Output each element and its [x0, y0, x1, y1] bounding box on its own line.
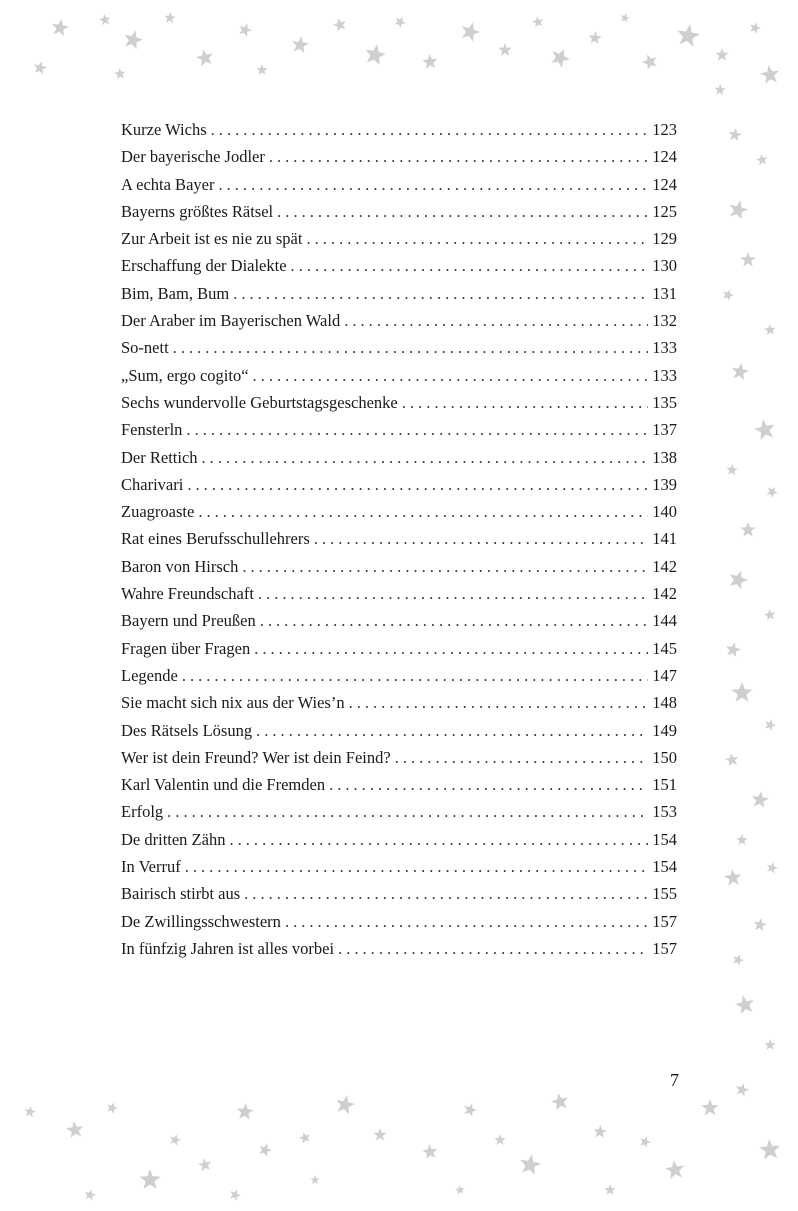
toc-page: 140 — [652, 502, 677, 522]
star-icon — [520, 1154, 541, 1175]
dot-leader — [187, 471, 648, 498]
toc-title: Zuagroaste — [121, 502, 195, 522]
toc-title: Kurze Wichs — [121, 120, 207, 139]
toc-page: 135 — [652, 392, 677, 412]
dot-leader — [277, 198, 648, 225]
toc-title: Sechs wundervolle Geburtstagsgeschenke — [121, 392, 398, 412]
toc-entry — [121, 908, 677, 935]
toc-title: Der Araber im Bayerischen Wald — [121, 311, 341, 331]
star-icon — [532, 16, 543, 27]
star-icon — [366, 44, 386, 65]
star-icon — [604, 1184, 615, 1195]
toc-entry — [121, 798, 677, 825]
star-icon — [752, 791, 769, 808]
toc-title: Fragen über Fragen — [121, 638, 251, 658]
toc-entry — [121, 662, 677, 689]
toc-entry — [121, 307, 677, 334]
dot-leader — [173, 334, 649, 361]
toc-entry — [121, 389, 677, 416]
star-icon — [740, 522, 755, 537]
star-icon — [642, 55, 657, 70]
star-icon — [764, 324, 775, 335]
table-of-contents — [121, 116, 677, 962]
toc-entry — [121, 853, 677, 880]
dot-leader — [306, 225, 648, 252]
toc-entry — [121, 116, 677, 143]
toc-entry — [121, 252, 677, 279]
dot-leader — [253, 362, 649, 389]
dot-leader — [344, 307, 648, 334]
star-icon — [640, 1136, 651, 1147]
toc-title: So-nett — [121, 338, 169, 358]
toc-title: A echta Bayer — [121, 174, 215, 194]
toc-entry — [121, 498, 677, 525]
dot-leader — [233, 280, 648, 307]
star-icon — [736, 834, 747, 845]
dot-leader — [242, 553, 648, 580]
toc-entry — [121, 198, 677, 225]
toc-page: 155 — [652, 884, 677, 904]
toc-page: 131 — [652, 283, 677, 303]
dot-leader — [229, 826, 648, 853]
star-icon — [256, 64, 267, 75]
star-icon — [765, 719, 776, 730]
dot-leader — [395, 744, 649, 771]
dot-leader — [198, 498, 648, 525]
star-icon — [422, 1144, 437, 1159]
toc-page: 125 — [652, 201, 677, 221]
star-icon — [714, 84, 725, 95]
toc-page: 157 — [652, 938, 677, 958]
star-icon — [665, 1160, 684, 1179]
dot-leader — [167, 798, 648, 825]
toc-page: 144 — [652, 611, 677, 631]
toc-page: 133 — [652, 338, 677, 358]
toc-title: In Verruf — [121, 857, 181, 877]
star-icon — [729, 128, 742, 141]
star-icon — [310, 1175, 320, 1184]
star-icon — [196, 49, 213, 66]
toc-page: 124 — [652, 147, 677, 167]
toc-page: 148 — [652, 693, 677, 713]
toc-page: 151 — [652, 775, 677, 795]
dot-leader — [329, 771, 648, 798]
dot-leader — [402, 389, 648, 416]
star-icon — [621, 13, 630, 23]
star-icon — [730, 200, 748, 219]
toc-title: De Zwillingsschwestern — [121, 911, 281, 931]
toc-entry — [121, 717, 677, 744]
star-icon — [494, 1134, 505, 1145]
toc-title: Der bayerische Jodler — [121, 147, 265, 167]
toc-entry — [121, 771, 677, 798]
toc-page: 153 — [652, 802, 677, 822]
toc-page: 150 — [652, 747, 677, 767]
star-icon — [455, 1185, 464, 1194]
star-icon — [292, 36, 309, 53]
dot-leader — [258, 580, 648, 607]
star-icon — [107, 1102, 118, 1113]
toc-page: 147 — [652, 665, 677, 685]
dot-leader — [349, 689, 649, 716]
star-icon — [736, 1083, 749, 1096]
star-icon — [725, 753, 738, 766]
toc-title: Wer ist dein Freund? Wer ist dein Feind? — [121, 747, 391, 767]
toc-title: Erschaffung der Dialekte — [121, 256, 287, 276]
toc-title: Wahre Freundschaft — [121, 584, 254, 604]
star-icon — [34, 61, 47, 74]
star-icon — [754, 918, 767, 931]
star-icon — [732, 682, 753, 702]
star-icon — [498, 43, 511, 56]
toc-page: 132 — [652, 311, 677, 331]
star-icon — [764, 1039, 775, 1050]
star-icon — [594, 1125, 607, 1138]
toc-entry — [121, 471, 677, 498]
toc-entry — [121, 416, 677, 443]
star-icon — [237, 1103, 254, 1120]
star-icon — [99, 14, 110, 25]
toc-entry — [121, 225, 677, 252]
star-icon — [724, 869, 741, 886]
toc-page: 124 — [652, 174, 677, 194]
toc-page: 129 — [652, 229, 677, 249]
toc-title: De dritten Zähn — [121, 829, 226, 849]
toc-entry — [121, 334, 677, 361]
toc-title: Sie macht sich nix aus der Wies’n — [121, 693, 345, 713]
toc-entry — [121, 580, 677, 607]
toc-page: 130 — [652, 256, 677, 276]
dot-leader — [254, 635, 648, 662]
star-icon — [230, 1189, 241, 1200]
toc-page: 138 — [652, 447, 677, 467]
toc-title: Zur Arbeit ist es nie zu spät — [121, 229, 303, 249]
toc-title: Rat eines Berufsschullehrers — [121, 529, 310, 549]
toc-title: In fünfzig Jahren ist alles vorbei — [121, 938, 335, 958]
star-icon — [767, 487, 778, 498]
star-icon — [760, 65, 779, 84]
star-icon — [727, 464, 738, 475]
star-icon — [239, 23, 252, 36]
toc-page: 141 — [652, 529, 677, 549]
star-icon — [333, 18, 346, 31]
star-icon — [764, 609, 775, 620]
star-icon — [726, 642, 741, 657]
star-icon — [66, 1121, 83, 1138]
star-icon — [767, 862, 778, 873]
toc-entry — [121, 826, 677, 853]
toc-title: Bayern und Preußen — [121, 611, 256, 631]
toc-title: Bairisch stirbt aus — [121, 884, 241, 904]
star-icon — [715, 48, 728, 61]
dot-leader — [244, 880, 648, 907]
toc-page: 142 — [652, 556, 677, 576]
toc-entry — [121, 280, 677, 307]
toc-title: Erfolg — [121, 802, 164, 822]
toc-title: Bayerns größtes Rätsel — [121, 201, 274, 221]
toc-page: 154 — [652, 829, 677, 849]
star-icon — [52, 19, 69, 36]
dot-leader — [260, 607, 649, 634]
toc-title: Baron von Hirsch — [121, 556, 239, 576]
dot-leader — [338, 935, 648, 962]
star-icon — [754, 419, 774, 440]
star-icon — [25, 1106, 36, 1117]
toc-page: 145 — [652, 638, 677, 658]
toc-entry — [121, 607, 677, 634]
star-icon — [740, 252, 755, 267]
star-icon — [589, 31, 602, 44]
toc-title: Legende — [121, 665, 178, 685]
toc-entry — [121, 362, 677, 389]
star-icon — [85, 1189, 96, 1200]
toc-entry — [121, 880, 677, 907]
toc-page: 139 — [652, 474, 677, 494]
star-icon — [732, 363, 749, 380]
star-icon — [422, 54, 437, 69]
toc-entry — [121, 689, 677, 716]
toc-entry — [121, 635, 677, 662]
toc-title: Der Rettich — [121, 447, 198, 467]
toc-page: 154 — [652, 857, 677, 877]
star-icon — [114, 68, 125, 79]
star-icon — [170, 1134, 181, 1145]
star-icon — [259, 1143, 272, 1156]
star-icon — [723, 289, 734, 300]
dot-leader — [256, 717, 648, 744]
star-icon — [551, 1093, 568, 1110]
dot-leader — [186, 416, 648, 443]
star-icon — [730, 571, 748, 590]
dot-leader — [202, 444, 649, 471]
dot-leader — [211, 116, 649, 143]
star-icon — [373, 1128, 386, 1141]
toc-entry — [121, 553, 677, 580]
toc-title: Karl Valentin und die Fremden — [121, 775, 326, 795]
star-icon — [551, 49, 570, 68]
star-icon — [464, 1103, 477, 1116]
star-icon — [750, 22, 761, 33]
toc-page: 123 — [652, 120, 677, 139]
toc-page: 133 — [652, 365, 677, 385]
toc-title: Fensterln — [121, 420, 183, 440]
dot-leader — [314, 525, 648, 552]
dot-leader — [182, 662, 648, 689]
star-icon — [140, 1169, 161, 1189]
toc-entry — [121, 744, 677, 771]
star-icon — [733, 954, 744, 965]
star-icon — [759, 1139, 780, 1159]
star-icon — [462, 23, 480, 42]
toc-page: 149 — [652, 720, 677, 740]
dot-leader — [291, 252, 649, 279]
toc-entry — [121, 143, 677, 170]
dot-leader — [269, 143, 648, 170]
star-icon — [336, 1095, 355, 1114]
toc-entry — [121, 171, 677, 198]
star-icon — [756, 154, 767, 165]
toc-title: Bim, Bam, Bum — [121, 283, 230, 303]
star-icon — [735, 995, 754, 1014]
toc-page: 157 — [652, 911, 677, 931]
star-icon — [395, 17, 406, 28]
dot-leader — [185, 853, 649, 880]
toc-title: Charivari — [121, 474, 184, 494]
dot-leader — [218, 171, 648, 198]
star-icon — [165, 12, 176, 23]
toc-entry — [121, 525, 677, 552]
star-icon — [677, 24, 700, 47]
star-icon — [701, 1099, 718, 1115]
page-number: 7 — [670, 1070, 679, 1090]
toc-title: „Sum, ergo cogito“ — [121, 365, 249, 385]
toc-page: 137 — [652, 420, 677, 440]
toc-entry — [121, 444, 677, 471]
toc-title: Des Rätsels Lösung — [121, 720, 253, 740]
toc-page: 142 — [652, 584, 677, 604]
star-icon — [299, 1132, 310, 1143]
star-icon — [198, 1158, 211, 1171]
dot-leader — [285, 908, 648, 935]
toc-entry — [121, 935, 677, 962]
star-icon — [125, 30, 143, 49]
